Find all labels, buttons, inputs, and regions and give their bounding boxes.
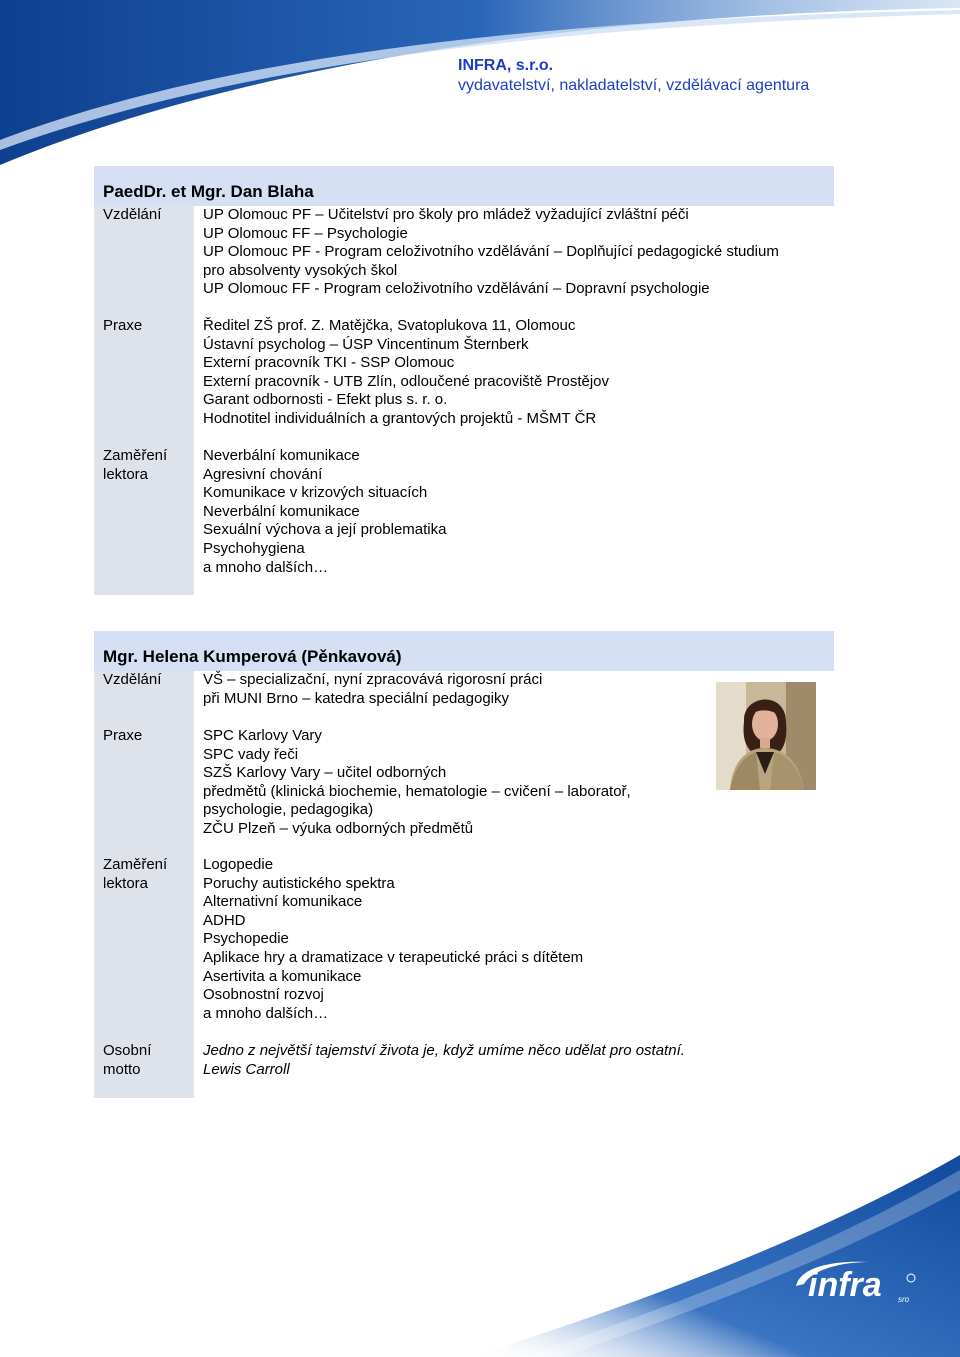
list-item: Neverbální komunikace: [203, 502, 360, 520]
label-focus-line-1: Zaměření: [103, 856, 168, 873]
list-item: Logopedie: [203, 856, 274, 873]
company-name: INFRA, s.r.o.: [458, 57, 554, 74]
lector-name-bar: [94, 631, 834, 671]
motto: [203, 1042, 685, 1079]
practice-list: [203, 727, 631, 839]
list-item: VŠ – specializační, nyní zpracovává rigorosní práci: [203, 671, 543, 688]
header: [458, 56, 809, 96]
list-item: Sexuální výchova a její problematika: [203, 521, 447, 539]
list-item: Neverbální komunikace: [203, 447, 360, 464]
label-practice: Praxe: [103, 317, 143, 334]
list-item: a mnoho dalších…: [203, 558, 329, 576]
lector-name-bar: [94, 166, 834, 206]
list-item: UP Olomouc PF - Program celoživotního vzdělávání – Doplňující pedagogické studium: [203, 243, 779, 261]
list-item: UP Olomouc FF – Psychologie: [203, 224, 408, 242]
label-focus: [103, 447, 167, 484]
list-item: a mnoho dalších…: [203, 1004, 329, 1022]
list-item: při MUNI Brno – katedra speciální pedagogiky: [203, 689, 509, 707]
list-item: psychologie, pedagogika): [203, 801, 374, 819]
focus-list: [203, 447, 446, 577]
label-education: Vzdělání: [103, 206, 162, 223]
list-item: Ústavní psycholog – ÚSP Vincentinum Šternberk: [203, 335, 529, 353]
list-item: Aplikace hry a dramatizace v terapeutické práci s dítětem: [203, 948, 584, 966]
company-tagline: vydavatelství, nakladatelství, vzdělávací agentura: [458, 77, 810, 94]
label-column: [94, 206, 194, 595]
label-motto-line-1: Osobní: [103, 1042, 152, 1059]
lector-section-1: [94, 166, 834, 596]
list-item: SPC vady řeči: [203, 745, 299, 763]
motto-author: Lewis Carroll: [203, 1060, 290, 1078]
bottom-swoosh: [470, 1155, 960, 1357]
label-focus: [103, 856, 167, 893]
list-item: Psychopedie: [203, 930, 289, 948]
practice-list: [203, 317, 609, 429]
lector-photo: [716, 682, 816, 790]
list-item: Psychohygiena: [203, 539, 305, 557]
label-focus-line-2: lektora: [103, 465, 149, 483]
list-item: ADHD: [203, 911, 246, 929]
list-item: pro absolventy vysokých škol: [203, 261, 398, 279]
list-item: Komunikace v krizových situacích: [203, 484, 428, 502]
label-motto: [103, 1042, 151, 1079]
logo-text: infra: [808, 1266, 882, 1304]
label-focus-line-1: Zaměření: [103, 447, 168, 464]
education-list: [203, 206, 779, 299]
logo-subtext: sro: [898, 1295, 910, 1304]
list-item: UP Olomouc PF – Učitelství pro školy pro mládež vyžadující zvláštní péči: [203, 206, 689, 223]
label-motto-line-2: motto: [103, 1060, 141, 1078]
list-item: Externí pracovník - UTB Zlín, odloučené pracoviště Prostějov: [203, 372, 610, 390]
list-item: UP Olomouc FF - Program celoživotního vzdělávání – Dopravní psychologie: [203, 280, 710, 298]
list-item: Agresivní chování: [203, 465, 323, 483]
list-item: předmětů (klinická biochemie, hematologie – cvičení – laboratoř,: [203, 782, 631, 800]
list-item: Garant odbornosti - Efekt plus s. r. o.: [203, 391, 448, 409]
list-item: SZŠ Karlovy Vary – učitel odborných: [203, 764, 447, 782]
education-list: [203, 671, 542, 708]
motto-quote: Jedno z největší tajemství života je, když umíme něco udělat pro ostatní.: [203, 1042, 685, 1059]
list-item: Asertivita a komunikace: [203, 967, 362, 985]
lector-name: Mgr. Helena Kumperová (Pěnkavová): [103, 647, 402, 666]
list-item: Externí pracovník TKI - SSP Olomouc: [203, 354, 455, 372]
infra-logo: [790, 1258, 930, 1308]
focus-list: [203, 856, 583, 1023]
lector-name: PaedDr. et Mgr. Dan Blaha: [103, 182, 314, 201]
list-item: SPC Karlovy Vary: [203, 727, 322, 744]
list-item: Osobnostní rozvoj: [203, 986, 324, 1004]
label-focus-line-2: lektora: [103, 874, 149, 892]
list-item: ZČU Plzeň – výuka odborných předmětů: [203, 819, 474, 837]
list-item: Ředitel ZŠ prof. Z. Matějčka, Svatoplukova 11, Olomouc: [203, 317, 576, 334]
list-item: Poruchy autistického spektra: [203, 874, 395, 892]
list-item: Hodnotitel individuálních a grantových projektů - MŠMT ČR: [203, 409, 597, 427]
label-practice: Praxe: [103, 727, 143, 744]
list-item: Alternativní komunikace: [203, 893, 363, 911]
label-education: Vzdělání: [103, 671, 162, 688]
